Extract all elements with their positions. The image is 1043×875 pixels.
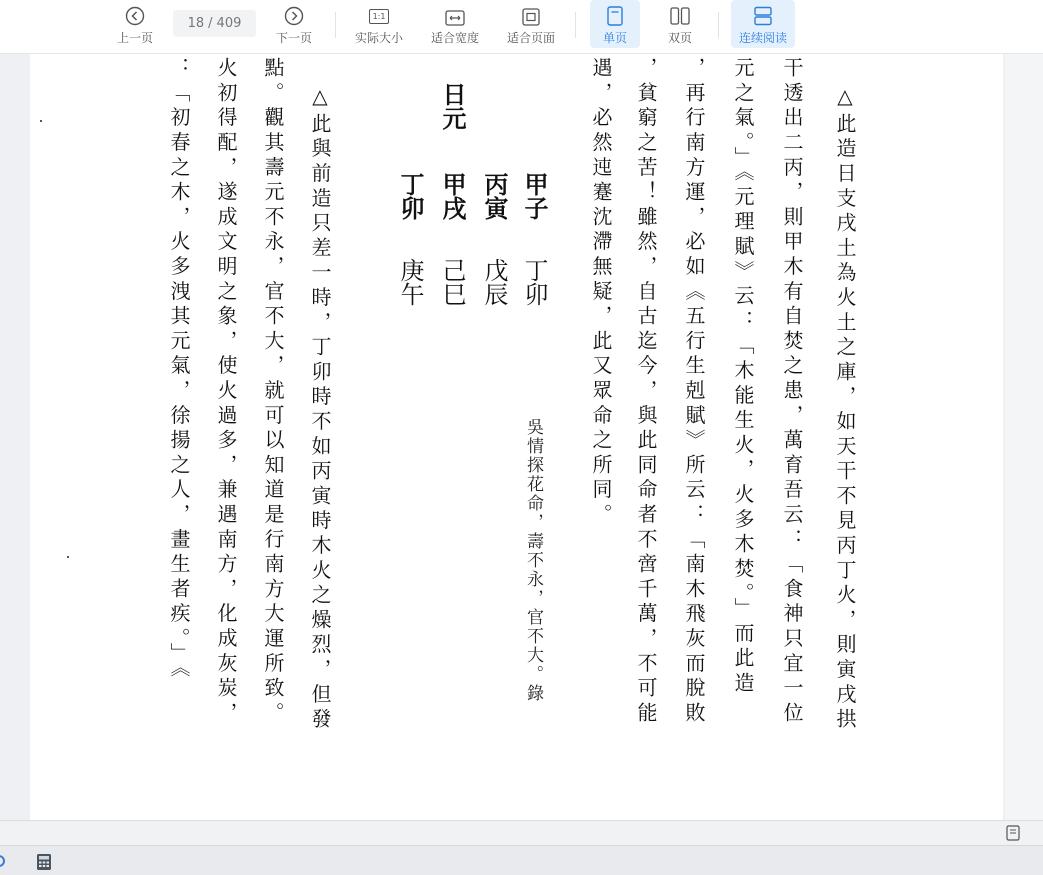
- double-page-label: 双页: [667, 31, 692, 45]
- toolbar-divider: [575, 12, 576, 38]
- scan-speck: [67, 556, 69, 558]
- chevron-right-circle-icon: [284, 0, 304, 26]
- single-page-button[interactable]: [590, 0, 640, 48]
- pillar-year-luck: 丁卯: [520, 258, 548, 306]
- pillar-month-luck: 戊辰: [480, 258, 508, 306]
- prev-page-label: 上一页: [116, 31, 153, 45]
- double-page-icon: [670, 0, 690, 26]
- page-separator: /: [208, 16, 213, 31]
- total-pages: 409: [216, 16, 242, 31]
- next-page-label: 下一页: [275, 31, 312, 45]
- pillar-hour-luck: 庚午: [396, 258, 424, 306]
- prev-page-button[interactable]: [112, 0, 158, 48]
- fit-page-icon: [522, 0, 540, 26]
- chevron-left-circle-icon: [125, 0, 145, 26]
- fit-width-button[interactable]: [426, 0, 484, 48]
- text-column: ，貧窮之苦！雖然，自古迄今，與此同命者不啻千萬，不可能: [634, 57, 658, 727]
- scan-speck: [40, 120, 42, 122]
- continuous-reading-button[interactable]: [731, 0, 795, 48]
- double-page-button[interactable]: [655, 0, 705, 48]
- chart-caption: 吳情探花命，壽不永，官不大。錄: [523, 418, 543, 703]
- pillar-day-stem-branch: 甲戌: [438, 172, 466, 220]
- text-column: △此造日支戌土為火土之庫，如天干不見丙丁火，則寅戌拱: [833, 84, 857, 733]
- text-column: 元之氣。」《元理賦》云：「木能生火，火多木焚。」而此造: [731, 57, 755, 697]
- status-bar: [0, 820, 1043, 845]
- vertical-scroll-track[interactable]: [1005, 54, 1043, 820]
- toolbar-divider: [718, 12, 719, 38]
- pillar-month-stem-branch: 丙寅: [480, 172, 508, 220]
- continuous-reading-label: 连续阅读: [738, 31, 787, 45]
- page-view-icon[interactable]: [1006, 825, 1020, 845]
- document-viewport[interactable]: [0, 54, 1043, 820]
- taskbar: [0, 845, 1043, 875]
- taskbar-app-icon[interactable]: [0, 853, 8, 873]
- actual-size-icon-text: 1:1: [369, 9, 389, 24]
- fit-width-icon: [445, 0, 465, 26]
- text-column: △此與前造只差一時，丁卯時不如丙寅時木火之燥烈，但發: [308, 84, 332, 733]
- text-column: 干透出二丙，則甲木有自焚之患，萬育吾云：「食神只宜一位: [780, 57, 804, 727]
- fit-page-button[interactable]: [502, 0, 560, 48]
- page-number-input[interactable]: [173, 10, 256, 37]
- actual-size-label: 实际大小: [354, 31, 403, 45]
- single-page-icon: [607, 0, 623, 26]
- text-column: 火初得配，遂成文明之象，使火過多，兼遇南方，化成灰炭，: [214, 57, 238, 727]
- toolbar-divider: [335, 12, 336, 38]
- document-page: [30, 54, 1003, 820]
- pillar-day-luck: 己巳: [438, 258, 466, 306]
- pillar-hour-stem-branch: 丁卯: [396, 172, 424, 220]
- text-column: ，再行南方運，必如《五行生剋賦》所云：「南木飛灰而脫敗: [682, 57, 706, 727]
- day-master-label: 日元: [438, 82, 466, 130]
- current-page: 18: [187, 16, 205, 31]
- text-column: 遇，必然迍蹇沈滯無疑，此又眾命之所同。: [589, 57, 613, 529]
- text-column: ：「初春之木，火多洩其元氣，徐揚之人，畫生者疾。」《: [167, 57, 191, 682]
- text-column: 點。觀其壽元不永，官不大，就可以知道是行南方大運所致。: [261, 57, 285, 727]
- continuous-reading-icon: [753, 0, 773, 26]
- fit-page-label: 适合页面: [506, 31, 555, 45]
- calculator-icon[interactable]: [36, 853, 52, 875]
- actual-size-button[interactable]: [350, 0, 408, 48]
- fit-width-label: 适合宽度: [430, 31, 479, 45]
- actual-size-icon: [369, 0, 389, 26]
- single-page-label: 单页: [602, 31, 627, 45]
- pillar-year-stem-branch: 甲子: [520, 172, 548, 220]
- next-page-button[interactable]: [271, 0, 317, 48]
- reader-toolbar: [0, 0, 1043, 54]
